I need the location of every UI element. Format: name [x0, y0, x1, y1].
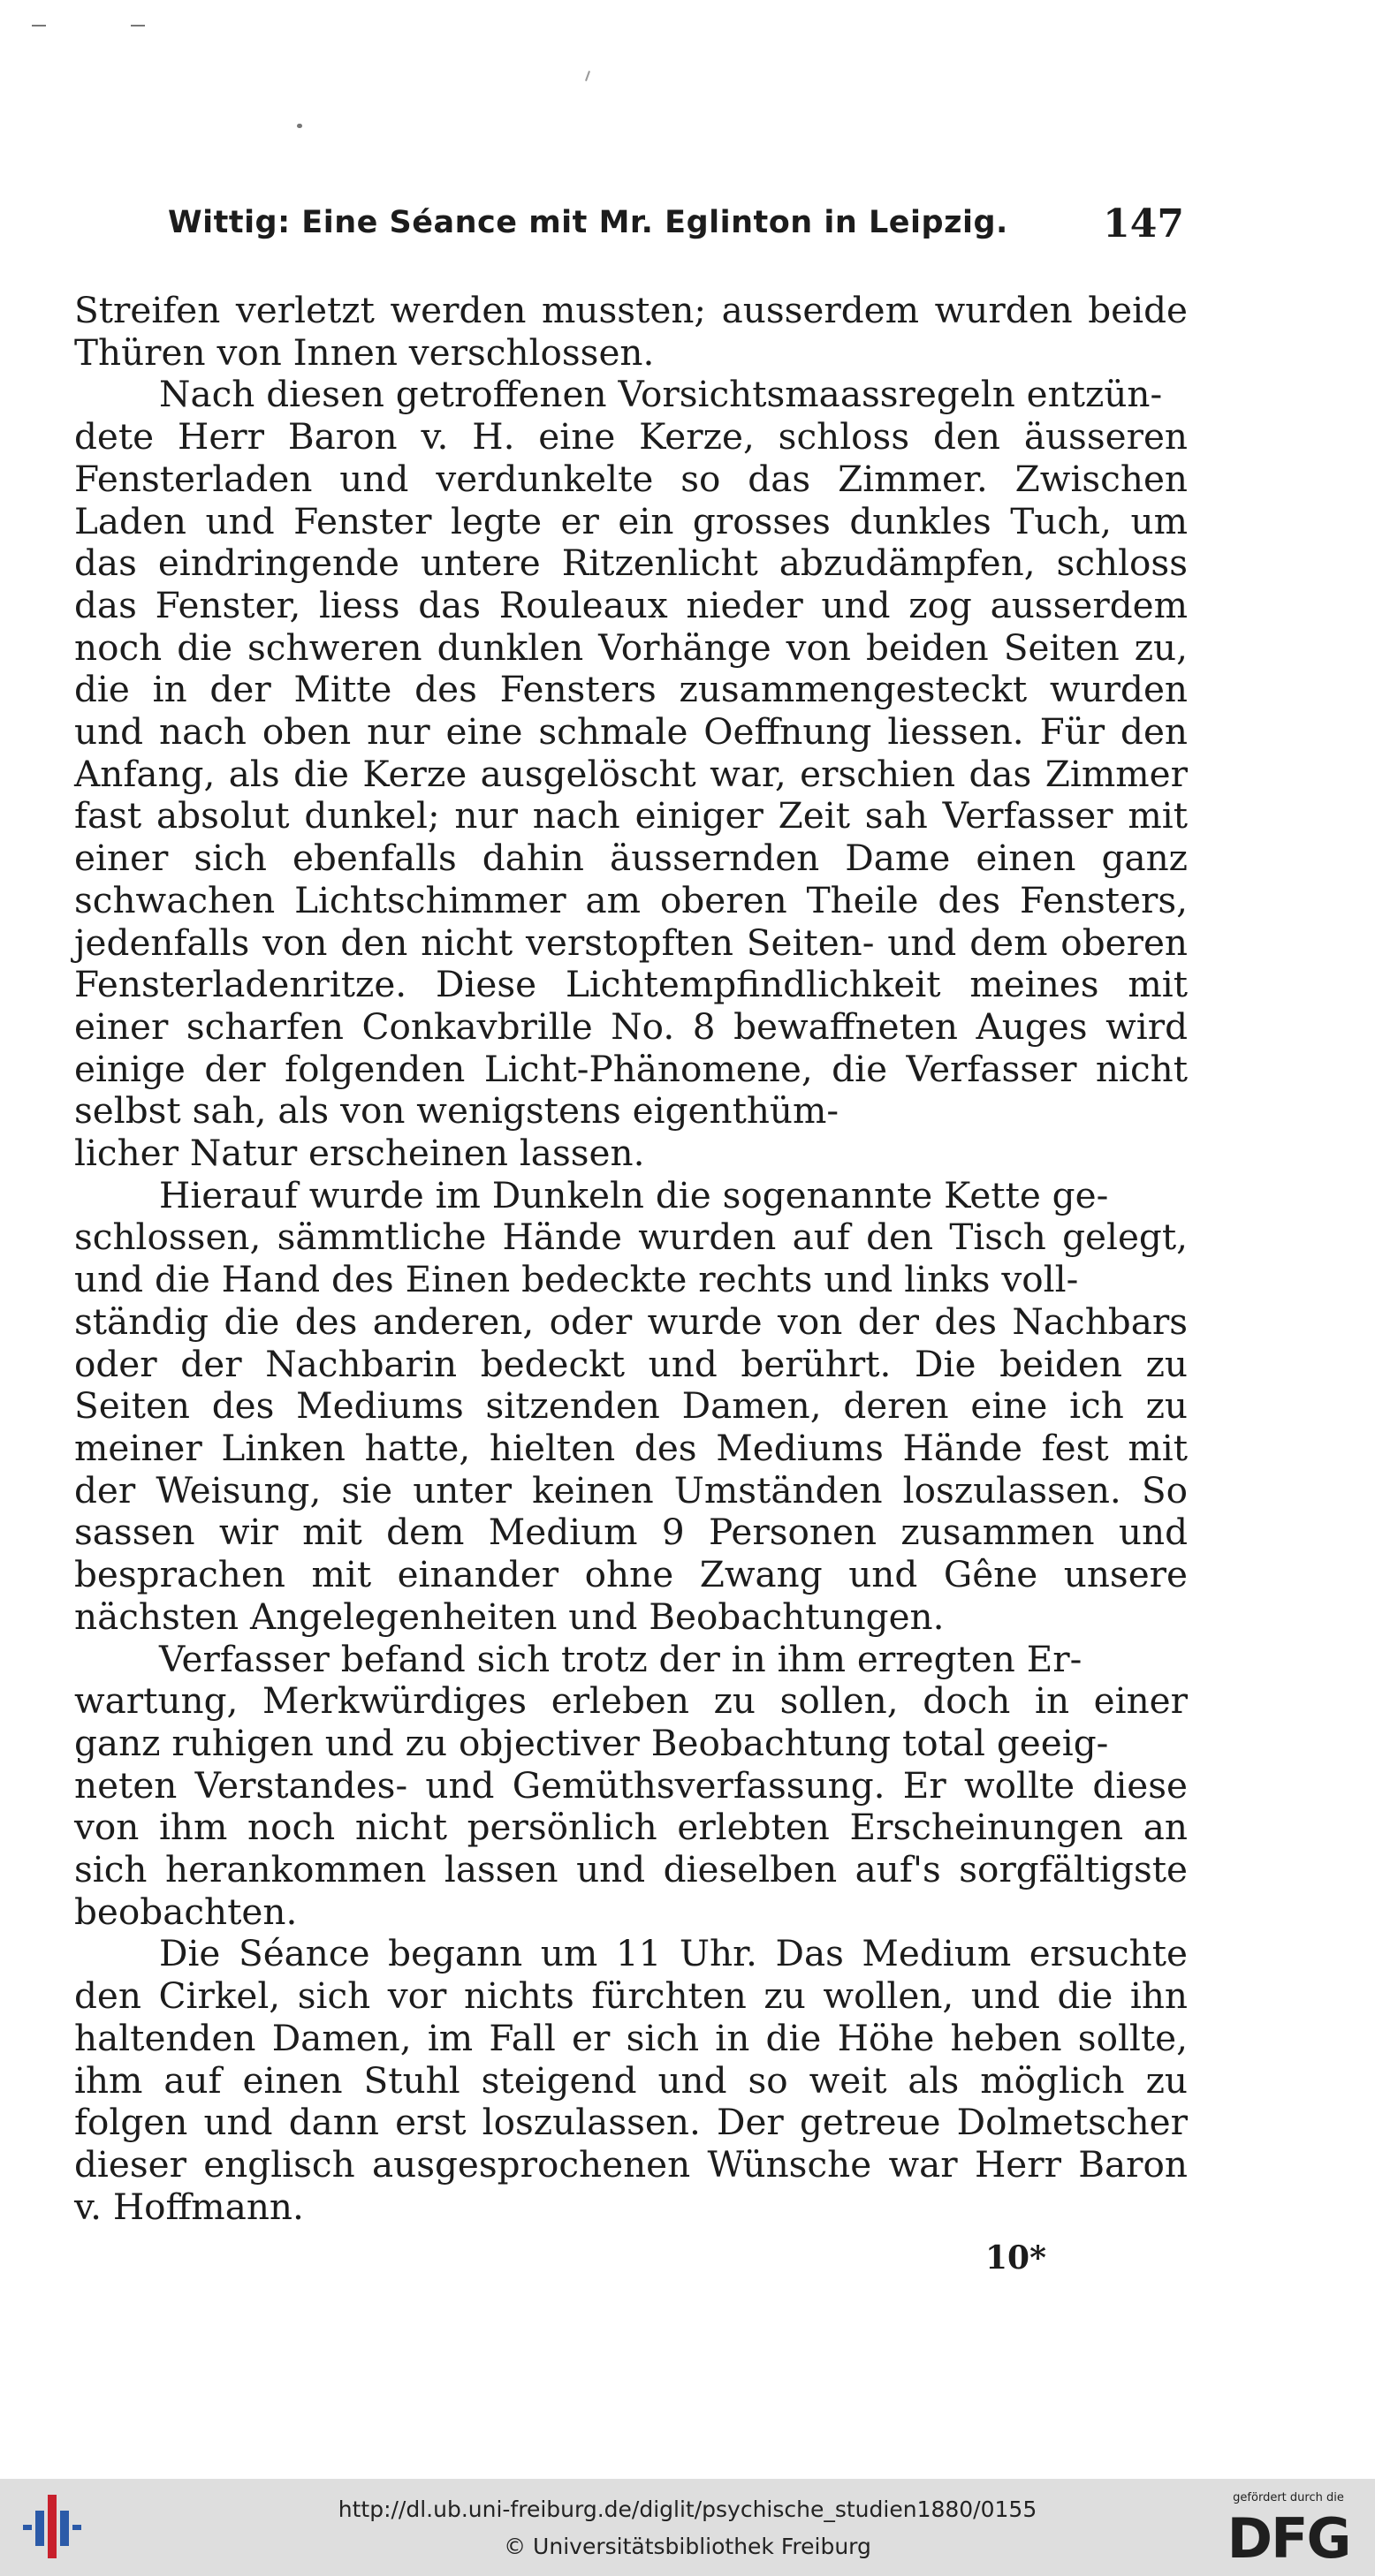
- text-line: das eindringende untere Ritzenlicht abzudämpfen, schloss: [74, 542, 1188, 585]
- running-title: Wittig: Eine Séance mit Mr. Eglinton in Leipzig.: [168, 205, 1008, 240]
- dfg-funding-block: [1209, 2491, 1368, 2572]
- text-line: Auges wird einige der folgenden Licht-Phänomene, die: [74, 1004, 1189, 1090]
- text-line: Verfasser befand sich trotz der in ihm erregten Er-: [159, 1637, 1083, 1680]
- text-line: wartung, Merkwürdiges erleben zu sollen, doch in einer: [74, 1679, 1188, 1723]
- text-line: der Weisung, sie unter keinen Umständen loszulassen. So: [74, 1468, 1188, 1512]
- text-line: den Anfang, als die Kerze ausgelöscht war, erschien das: [74, 710, 1188, 795]
- text-line: Thüren von Innen verschlossen.: [74, 330, 655, 374]
- body-text: [74, 290, 1188, 2228]
- paragraph: [74, 1933, 1188, 2228]
- scan-mark-dash-1: [32, 25, 46, 27]
- scan-mark-dash-2: [131, 25, 145, 27]
- footer-copyright: © Universitätsbibliothek Freiburg: [504, 2534, 871, 2559]
- paragraph: [74, 1639, 1188, 1934]
- text-line: nächsten Angelegenheiten und Beobachtungen.: [74, 1595, 945, 1638]
- text-line: meiner Linken hatte, hielten des Mediums Hände fest mit: [74, 1426, 1188, 1469]
- text-line: den Cirkel, sich vor nichts fürchten zu wollen, und die ihn: [74, 1974, 1188, 2018]
- dfg-logo-icon: DFG: [1227, 2506, 1350, 2571]
- text-line: dete Herr Baron v. H. eine Kerze, schloss den äusseren: [74, 415, 1188, 458]
- scan-mark-dot: [297, 124, 302, 128]
- text-line: dem oberen Fensterladenritze. Diese Lichtempfindlichkeit: [74, 921, 1188, 1006]
- text-line: ganz ruhigen und zu objectiver Beobachtung total geeig-: [74, 1721, 1109, 1764]
- funding-caption: gefördert durch die: [1233, 2491, 1344, 2504]
- text-line: sich herankommen lassen und dieselben auf's sorgfältigste: [74, 1848, 1188, 1891]
- text-line: Zimmer fast absolut dunkel; nur nach einiger Zeit sah: [74, 752, 1188, 837]
- scan-mark-tick: [585, 71, 590, 81]
- text-line: und die Hand des Einen bedeckte rechts und links voll-: [74, 1258, 1079, 1301]
- text-line: Streifen verletzt werden mussten; ausserdem wurden beide: [74, 289, 1188, 331]
- text-line: besprachen mit einander ohne Zwang und Gêne unsere: [74, 1553, 1188, 1596]
- footer-bar: [0, 2479, 1375, 2576]
- signature-mark: 10*: [985, 2239, 1046, 2277]
- text-line: einen ganz schwachen Lichtschimmer am oberen Theile des: [74, 837, 1189, 921]
- page-header: [168, 201, 1184, 254]
- footer-url[interactable]: http://dl.ub.uni-freiburg.de/diglit/psychische_studien1880/0155: [338, 2496, 1037, 2522]
- text-line: oder der Nachbarin bedeckt und berührt. Die beiden zu: [74, 1342, 1188, 1385]
- text-line: Laden und Fenster legte er ein grosses dunkles Tuch, um: [74, 499, 1188, 542]
- text-line: noch die schweren dunklen Vorhänge von beiden Seiten zu,: [74, 625, 1188, 669]
- text-line: ihm auf einen Stuhl steigend und so weit als möglich zu: [74, 2058, 1188, 2102]
- text-line: Fensters, jedenfalls von den nicht verstopften Seiten- und: [74, 878, 1189, 964]
- text-line: beobachten.: [74, 1890, 298, 1933]
- text-line: meines mit einer scharfen Conkavbrille No. 8 bewaffneten: [74, 963, 1188, 1048]
- text-line: licher Natur erscheinen lassen.: [74, 1132, 645, 1175]
- text-line: von ihm noch nicht persönlich erlebten Erscheinungen an: [74, 1806, 1188, 1849]
- text-line: dieser englisch ausgesprochenen Wünsche war Herr Baron: [74, 2142, 1188, 2186]
- text-line: neten Verstandes- und Gemüthsverfassung. Er wollte diese: [74, 1763, 1188, 1807]
- page-number: 147: [1103, 201, 1184, 246]
- text-line: folgen und dann erst loszulassen. Der getreue Dolmetscher: [74, 2101, 1188, 2144]
- text-line: die in der Mitte des Fensters zusammengesteckt wurden: [74, 668, 1188, 711]
- text-line: Seiten des Mediums sitzenden Damen, deren eine ich zu: [74, 1384, 1188, 1428]
- text-line: Hierauf wurde im Dunkeln die sogenannte Kette ge-: [159, 1173, 1109, 1216]
- paragraph: [74, 1175, 1188, 1639]
- text-line: haltenden Damen, im Fall er sich in die Höhe heben sollte,: [74, 2016, 1188, 2059]
- text-line: das Fenster, liess das Rouleaux nieder und zog ausserdem: [74, 583, 1188, 626]
- paragraph: [74, 374, 1188, 1174]
- text-line: Nach diesen getroffenen Vorsichtsmaassregeln entzün-: [159, 373, 1163, 416]
- text-line: und nach oben nur eine schmale Oeffnung liessen. Für: [74, 710, 1105, 754]
- paragraph: [74, 290, 1188, 374]
- text-line: schlossen, sämmtliche Hände wurden auf den Tisch gelegt,: [74, 1216, 1188, 1259]
- text-line: ständig die des anderen, oder wurde von der des Nachbars: [74, 1299, 1188, 1343]
- text-line: Verfasser nicht selbst sah, als von wenigstens eigenthüm-: [74, 1047, 1189, 1133]
- text-line: sassen wir mit dem Medium 9 Personen zusammen und: [74, 1511, 1188, 1554]
- text-line: Die Séance begann um 11 Uhr. Das Medium ersuchte: [159, 1932, 1188, 1975]
- text-line: Verfasser mit einer sich ebenfalls dahin äussernden Dame: [74, 794, 1188, 880]
- text-line: Fensterladen und verdunkelte so das Zimmer. Zwischen: [74, 457, 1188, 500]
- text-line: v. Hoffmann.: [74, 2185, 304, 2228]
